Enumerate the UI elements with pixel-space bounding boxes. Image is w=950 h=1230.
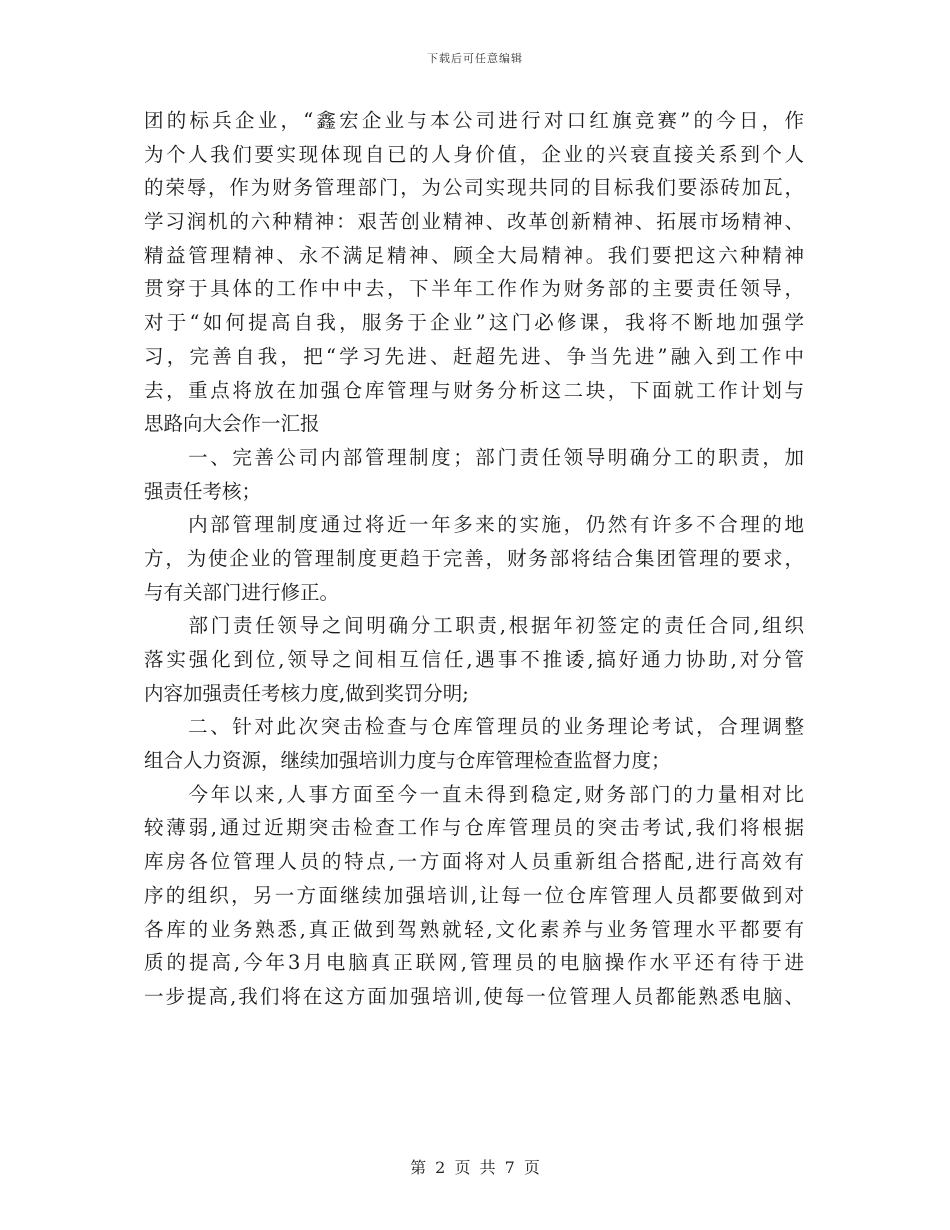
text-line: 序的组织，另一方面继续加强培训,让每一位仓库管理人员都要做到对	[144, 883, 804, 907]
text-line: 内容加强责任考核力度,做到奖罚分明;	[144, 681, 469, 705]
text-line: 与有关部门进行修正。	[144, 580, 340, 604]
text-line: 的荣辱，作为财务管理部门，为公司实现共同的目标我们要添砖加瓦，	[144, 176, 804, 200]
section-heading-2: 二、针对此次突击检查与仓库管理员的业务理论考试，合理调整	[144, 715, 804, 739]
text-line: 今年以来,人事方面至今一直未得到稳定,财务部门的力量相对比	[144, 782, 804, 806]
text-line: 较薄弱,通过近期突击检查工作与仓库管理员的突击考试,我们将根据	[144, 816, 804, 840]
text-line: 贯穿于具体的工作中中去，下半年工作作为财务部的主要责任领导，	[144, 277, 804, 301]
section-heading-2-cont: 组合人力资源，继续加强培训力度与仓库管理检查监督力度；	[144, 749, 671, 773]
text-line: 落实强化到位,领导之间相互信任,遇事不推诿,搞好通力协助,对分管	[144, 648, 804, 671]
text-line: 各库的业务熟悉,真正做到驾熟就轻,文化素养与业务管理水平都要有	[144, 917, 804, 941]
text-line: 库房各位管理人员的特点,一方面将对人员重新组合搭配,进行高效有	[144, 850, 804, 874]
text-line: 习，完善自我，把“学习先进、赶超先进、争当先进”融入到工作中	[144, 344, 804, 368]
text-line: 部门责任领导之间明确分工职责,根据年初签定的责任合同,组织	[144, 614, 804, 638]
document-body	[144, 104, 804, 1014]
text-line: 质的提高,今年3月电脑真正联网,管理员的电脑操作水平还有待于进	[144, 951, 804, 975]
text-line: 内部管理制度通过将近一年多来的实施，仍然有许多不合理的地	[144, 513, 804, 537]
text-line: 为个人我们要实现体现自已的人身价值，企业的兴衰直接关系到个人	[144, 142, 804, 166]
text-line: 精益管理精神、永不满足精神、顾全大局精神。我们要把这六种精神	[144, 243, 804, 267]
text-line: 一步提高,我们将在这方面加强培训,使每一位管理人员都能熟悉电脑、	[144, 984, 804, 1008]
text-line: 方，为使企业的管理制度更趋于完善，财务部将结合集团管理的要求，	[144, 546, 804, 570]
page-number: 第 2 页 共 7 页	[410, 1158, 540, 1177]
text-line: 团的标兵企业，“鑫宏企业与本公司进行对口红旗竞赛”的今日，作	[144, 109, 804, 132]
text-line: 对于“如何提高自我，服务于企业”这门必修课，我将不断地加强学	[144, 311, 804, 335]
page-header-note: 下载后可任意编辑	[427, 52, 523, 65]
text-line: 去，重点将放在加强仓库管理与财务分析这二块，下面就工作计划与	[144, 378, 804, 402]
text-line: 思路向大会作一汇报	[144, 412, 320, 436]
section-heading-1-cont: 强责任考核；	[144, 479, 262, 503]
text-line: 学习润机的六种精神：艰苦创业精神、改革创新精神、拓展市场精神、	[144, 210, 804, 234]
section-heading-1: 一、完善公司内部管理制度；部门责任领导明确分工的职责，加	[144, 445, 804, 469]
